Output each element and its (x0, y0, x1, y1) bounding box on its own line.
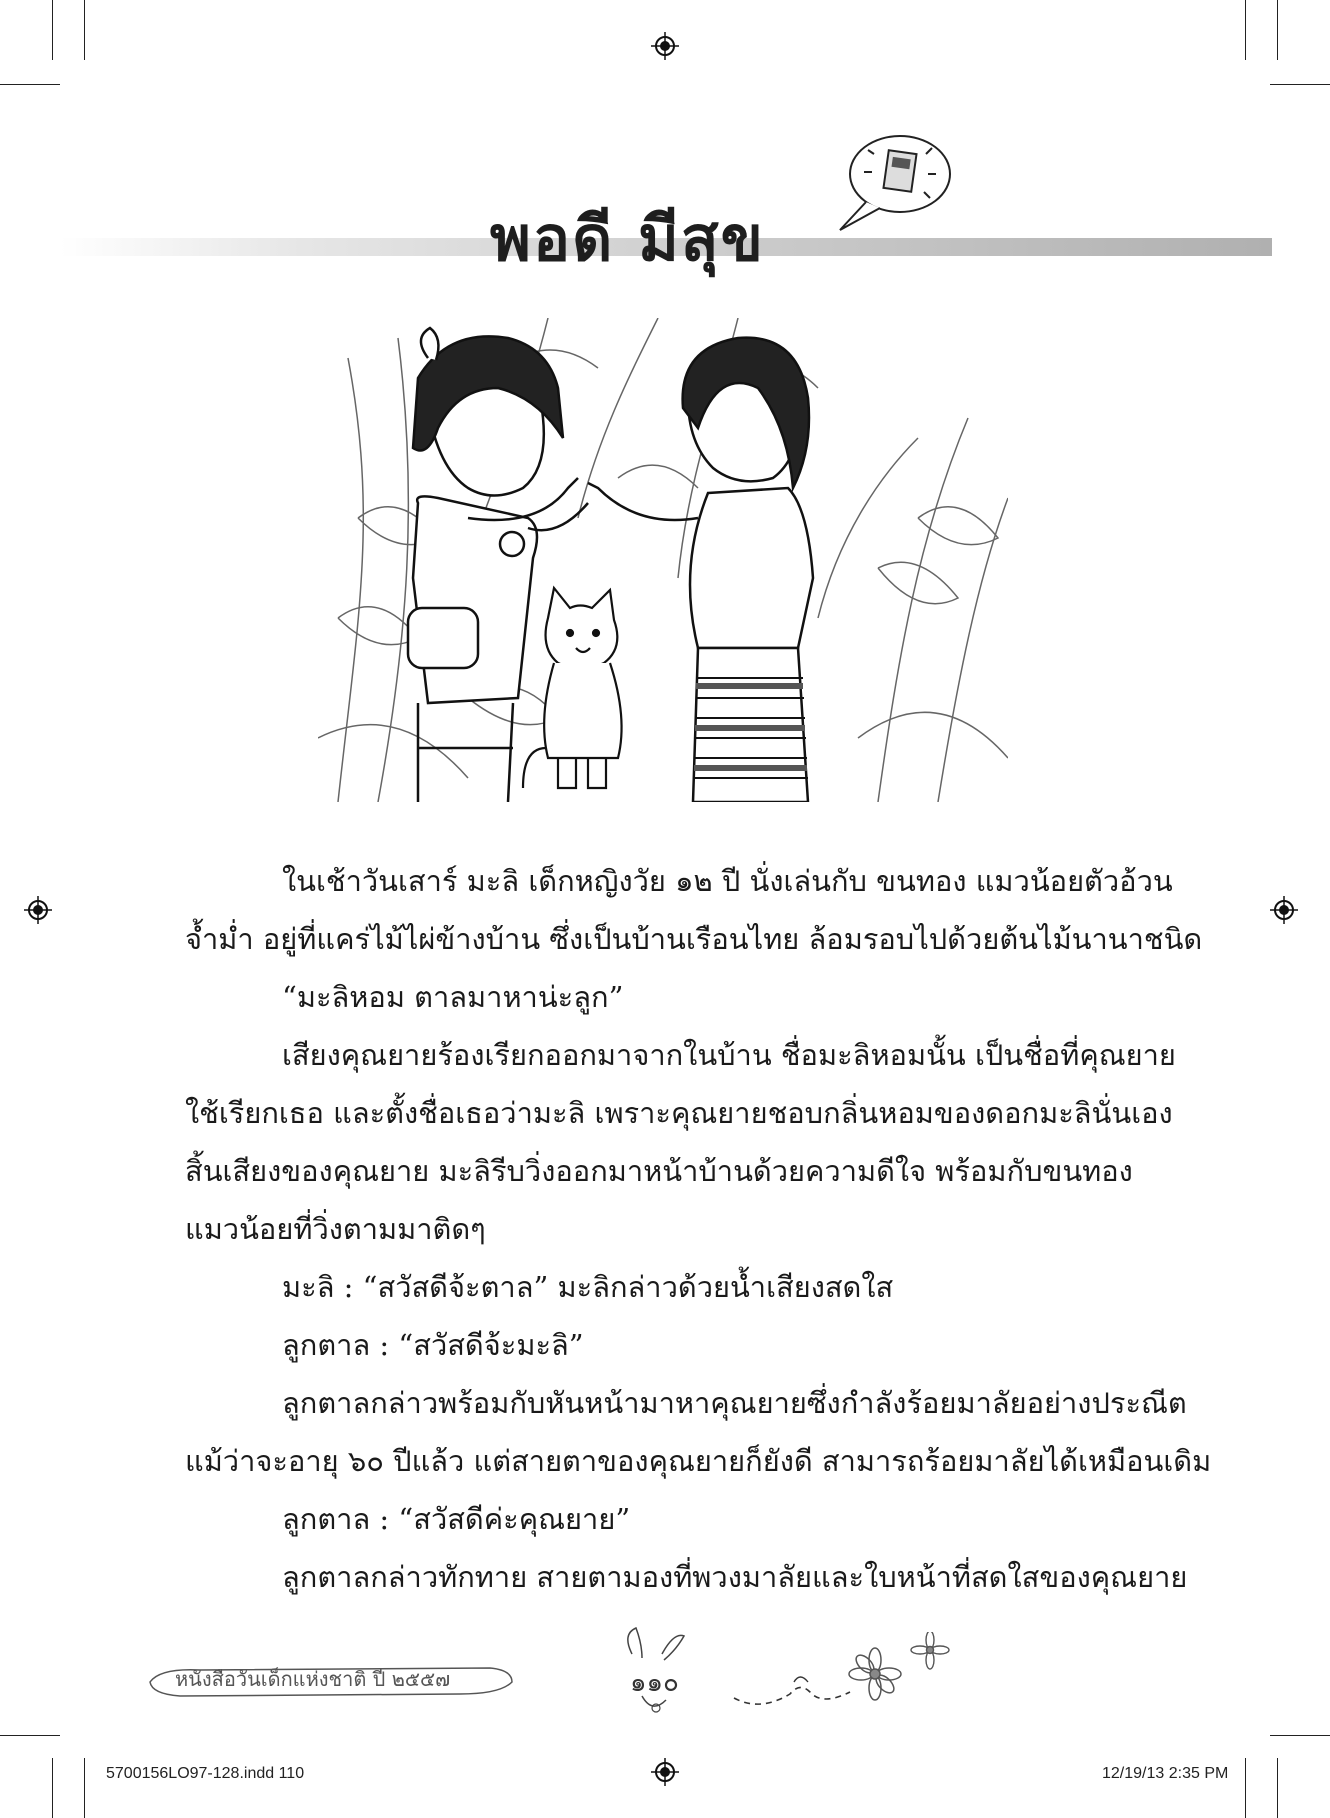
crop-mark-br-h (1270, 1735, 1330, 1736)
paragraph-2-line-3: สิ้นเสียงของคุณยาย มะลิรีบวิ่งออกมาหน้าบ้านด้วยความดีใจ พร้อมกับขนทอง (185, 1154, 1133, 1188)
dialog-3: ลูกตาล : “สวัสดีค่ะคุณยาย” (282, 1502, 631, 1536)
paragraph-4-line-1: ลูกตาลกล่าวทักทาย สายตามองที่พวงมาลัยและใบหน้าที่สดใสของคุณยาย (282, 1560, 1188, 1594)
paragraph-1-line-1: ในเช้าวันเสาร์ มะลิ เด็กหญิงวัย ๑๒ ปี นั่งเล่นกับ ขนทอง แมวน้อยตัวอ้วน (282, 864, 1173, 898)
two-girls-and-cat-illustration (318, 318, 1008, 802)
registration-mark-right-icon (1270, 896, 1298, 924)
paragraph-2-line-2: ใช้เรียกเธอ และตั้งชื่อเธอว่ามะลิ เพราะคุณยายชอบกลิ่นหอมของดอกมะลินั่นเอง (185, 1096, 1173, 1130)
book-speech-bubble-icon (836, 132, 956, 232)
crop-mark-br-v1 (1245, 1758, 1246, 1818)
paragraph-3-line-1: ลูกตาลกล่าวพร้อมกับหันหน้ามาหาคุณยายซึ่งกำลังร้อยมาลัยอย่างประณีต (282, 1386, 1187, 1420)
crop-mark-bl-v1 (52, 1758, 53, 1818)
flowers-and-bee-icon (730, 1632, 970, 1714)
slug-file-info: 5700156LO97-128.indd 110 (106, 1765, 305, 1782)
paragraph-1-line-2: จ้ำม่ำ อยู่ที่แคร่ไม้ไผ่ข้างบ้าน ซึ่งเป็นบ้านเรือนไทย ล้อมรอบไปด้วยต้นไม้นานาชนิด (185, 922, 1203, 956)
registration-mark-left-icon (24, 896, 52, 924)
dialog-1: มะลิ : “สวัสดีจ้ะตาล” มะลิกล่าวด้วยน้ำเสียงสดใส (282, 1270, 894, 1304)
crop-mark-bl-h (0, 1735, 60, 1736)
page-number: ๑๑๐ (630, 1668, 679, 1698)
crop-mark-tl-v2 (84, 0, 85, 60)
crop-mark-tr-v1 (1245, 0, 1246, 60)
crop-mark-br-v2 (1277, 1758, 1278, 1818)
crop-mark-tl-h (0, 84, 60, 85)
page-title: พอดี มีสุข (490, 202, 766, 275)
paragraph-2-line-4: แมวน้อยที่วิ่งตามมาติดๆ (185, 1212, 486, 1246)
crop-mark-tr-h (1270, 84, 1330, 85)
paragraph-2-line-1: เสียงคุณยายร้องเรียกออกมาจากในบ้าน ชื่อมะลิหอมนั้น เป็นชื่อที่คุณยาย (282, 1038, 1176, 1072)
registration-mark-top-icon (651, 32, 679, 60)
crop-mark-bl-v2 (84, 1758, 85, 1818)
paragraph-3-line-2: แม้ว่าจะอายุ ๖๐ ปีแล้ว แต่สายตาของคุณยายก็ยังดี สามารถร้อยมาลัยได้เหมือนเดิม (185, 1444, 1212, 1478)
crop-mark-tr-v2 (1277, 0, 1278, 60)
crop-mark-tl-v1 (52, 0, 53, 60)
dialog-2: ลูกตาล : “สวัสดีจ้ะมะลิ” (282, 1328, 584, 1362)
quote-1: “มะลิหอม ตาลมาหาน่ะลูก” (282, 980, 624, 1014)
footer-book-title: หนังสือวันเด็กแห่งชาติ ปี ๒๕๕๗ (175, 1667, 451, 1691)
registration-mark-bottom-icon (651, 1758, 679, 1786)
slug-date-info: 12/19/13 2:35 PM (1102, 1765, 1229, 1782)
